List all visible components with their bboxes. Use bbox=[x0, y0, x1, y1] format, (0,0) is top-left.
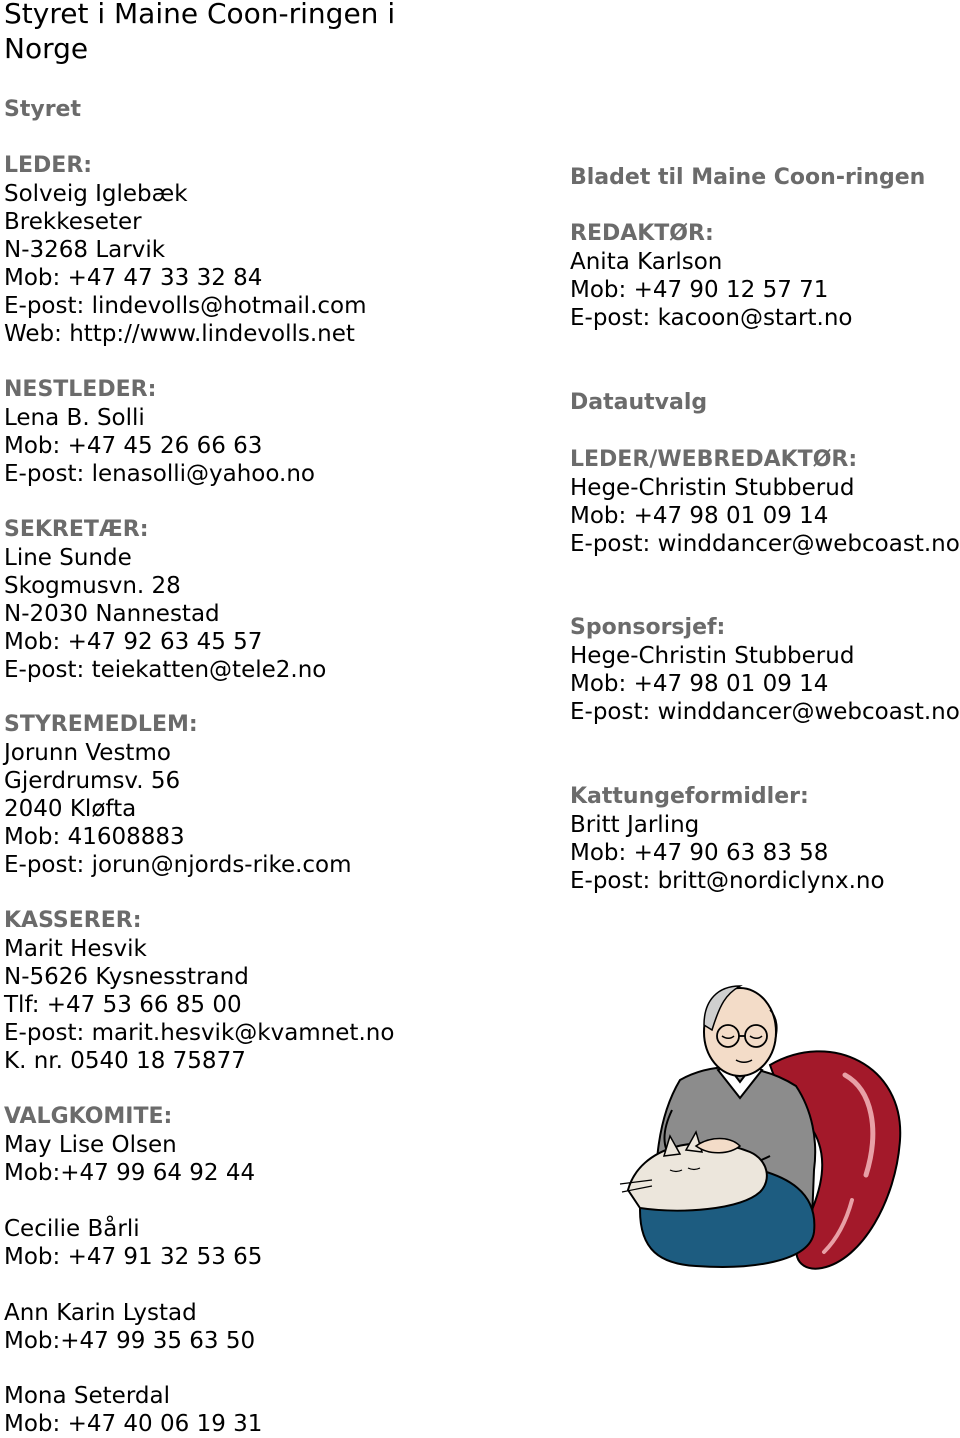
board-entry-nestleder bbox=[4, 376, 315, 488]
email-line: E-post: britt@nordiclynx.no bbox=[570, 868, 885, 894]
entry-line: Mob: +47 98 01 09 14 bbox=[570, 671, 829, 697]
entry-line: 2040 Kløfta bbox=[4, 796, 137, 822]
email-line: E-post: kacoon@start.no bbox=[570, 305, 853, 331]
entry-line: Mob: 41608883 bbox=[4, 824, 185, 850]
entry-line: Cecilie Bårli bbox=[4, 1216, 140, 1242]
board-entry-sekretaer bbox=[4, 516, 326, 684]
role-label: Sponsorsjef: bbox=[570, 615, 726, 640]
email-line: E-post: lenasolli@yahoo.no bbox=[4, 461, 315, 487]
email-line: E-post: teiekatten@tele2.no bbox=[4, 657, 327, 683]
role-label: LEDER/WEBREDAKTØR: bbox=[570, 447, 858, 472]
cat-body-shape bbox=[628, 1143, 767, 1211]
valgkomite-entry bbox=[4, 1103, 255, 1187]
role-label: STYREMEDLEM: bbox=[4, 712, 198, 737]
entry-line: N-3268 Larvik bbox=[4, 237, 166, 263]
role-label: LEDER: bbox=[4, 153, 93, 178]
valgkomite-member bbox=[4, 1299, 255, 1355]
man-with-cat-in-armchair-icon bbox=[600, 970, 930, 1280]
valgkomite-member bbox=[4, 1382, 262, 1438]
entry-redaktor bbox=[570, 220, 852, 332]
entry-line: Mob:+47 99 64 92 44 bbox=[4, 1160, 256, 1186]
section-title-styret: Styret bbox=[4, 97, 81, 122]
entry-line: Marit Hesvik bbox=[4, 936, 147, 962]
page-title: Styret i Maine Coon-ringen i Norge bbox=[4, 0, 396, 65]
role-label: NESTLEDER: bbox=[4, 377, 157, 402]
entry-line: Jorunn Vestmo bbox=[4, 740, 171, 766]
entry-line: N-2030 Nannestad bbox=[4, 601, 220, 627]
entry-line: Lena B. Solli bbox=[4, 405, 145, 431]
entry-line: Ann Karin Lystad bbox=[4, 1300, 197, 1326]
entry-line: Mob: +47 45 26 66 63 bbox=[4, 433, 263, 459]
email-line: E-post: jorun@njords-rike.com bbox=[4, 852, 352, 878]
entry-sponsorsjef bbox=[570, 614, 960, 726]
role-label: KASSERER: bbox=[4, 908, 142, 933]
entry-line: N-5626 Kysnesstrand bbox=[4, 964, 249, 990]
entry-line: May Lise Olsen bbox=[4, 1132, 177, 1158]
role-label: VALGKOMITE: bbox=[4, 1104, 173, 1129]
entry-line: Mob: +47 47 33 32 84 bbox=[4, 265, 263, 291]
email-line: E-post: winddancer@webcoast.no bbox=[570, 699, 960, 725]
entry-line: Hege-Christin Stubberud bbox=[570, 475, 855, 501]
section-title-datautvalg: Datautvalg bbox=[570, 390, 708, 415]
section-title-bladet: Bladet til Maine Coon-ringen bbox=[570, 165, 926, 190]
board-entry-kasserer bbox=[4, 907, 394, 1075]
board-entry-leder bbox=[4, 152, 367, 348]
role-label: SEKRETÆR: bbox=[4, 517, 149, 542]
board-entry-styremedlem bbox=[4, 711, 352, 879]
entry-line: K. nr. 0540 18 75877 bbox=[4, 1048, 246, 1074]
entry-line: Mob: +47 90 63 83 58 bbox=[570, 840, 829, 866]
entry-kattungeformidler bbox=[570, 783, 885, 895]
entry-line: Brekkeseter bbox=[4, 209, 142, 235]
entry-line: Britt Jarling bbox=[570, 812, 700, 838]
web-line: Web: http://www.lindevolls.net bbox=[4, 321, 355, 347]
entry-line: Anita Karlson bbox=[570, 249, 723, 275]
email-line: E-post: marit.hesvik@kvamnet.no bbox=[4, 1020, 395, 1046]
entry-line: Mob: +47 91 32 53 65 bbox=[4, 1244, 263, 1270]
entry-line: Tlf: +47 53 66 85 00 bbox=[4, 992, 242, 1018]
entry-line: Mob: +47 90 12 57 71 bbox=[570, 277, 829, 303]
email-line: E-post: lindevolls@hotmail.com bbox=[4, 293, 367, 319]
entry-line: Hege-Christin Stubberud bbox=[570, 643, 855, 669]
entry-line: Mob: +47 92 63 45 57 bbox=[4, 629, 263, 655]
role-label: REDAKTØR: bbox=[570, 221, 714, 246]
email-line: E-post: winddancer@webcoast.no bbox=[570, 531, 960, 557]
entry-line: Mob: +47 98 01 09 14 bbox=[570, 503, 829, 529]
entry-line: Mob:+47 99 35 63 50 bbox=[4, 1328, 256, 1354]
entry-line: Gjerdrumsv. 56 bbox=[4, 768, 181, 794]
role-label: Kattungeformidler: bbox=[570, 784, 809, 809]
entry-line: Line Sunde bbox=[4, 545, 132, 571]
entry-line: Skogmusvn. 28 bbox=[4, 573, 181, 599]
entry-webredaktor bbox=[570, 446, 960, 558]
entry-line: Mona Seterdal bbox=[4, 1383, 170, 1409]
entry-line: Mob: +47 40 06 19 31 bbox=[4, 1411, 263, 1437]
entry-line: Solveig Iglebæk bbox=[4, 181, 188, 207]
valgkomite-member bbox=[4, 1215, 262, 1271]
